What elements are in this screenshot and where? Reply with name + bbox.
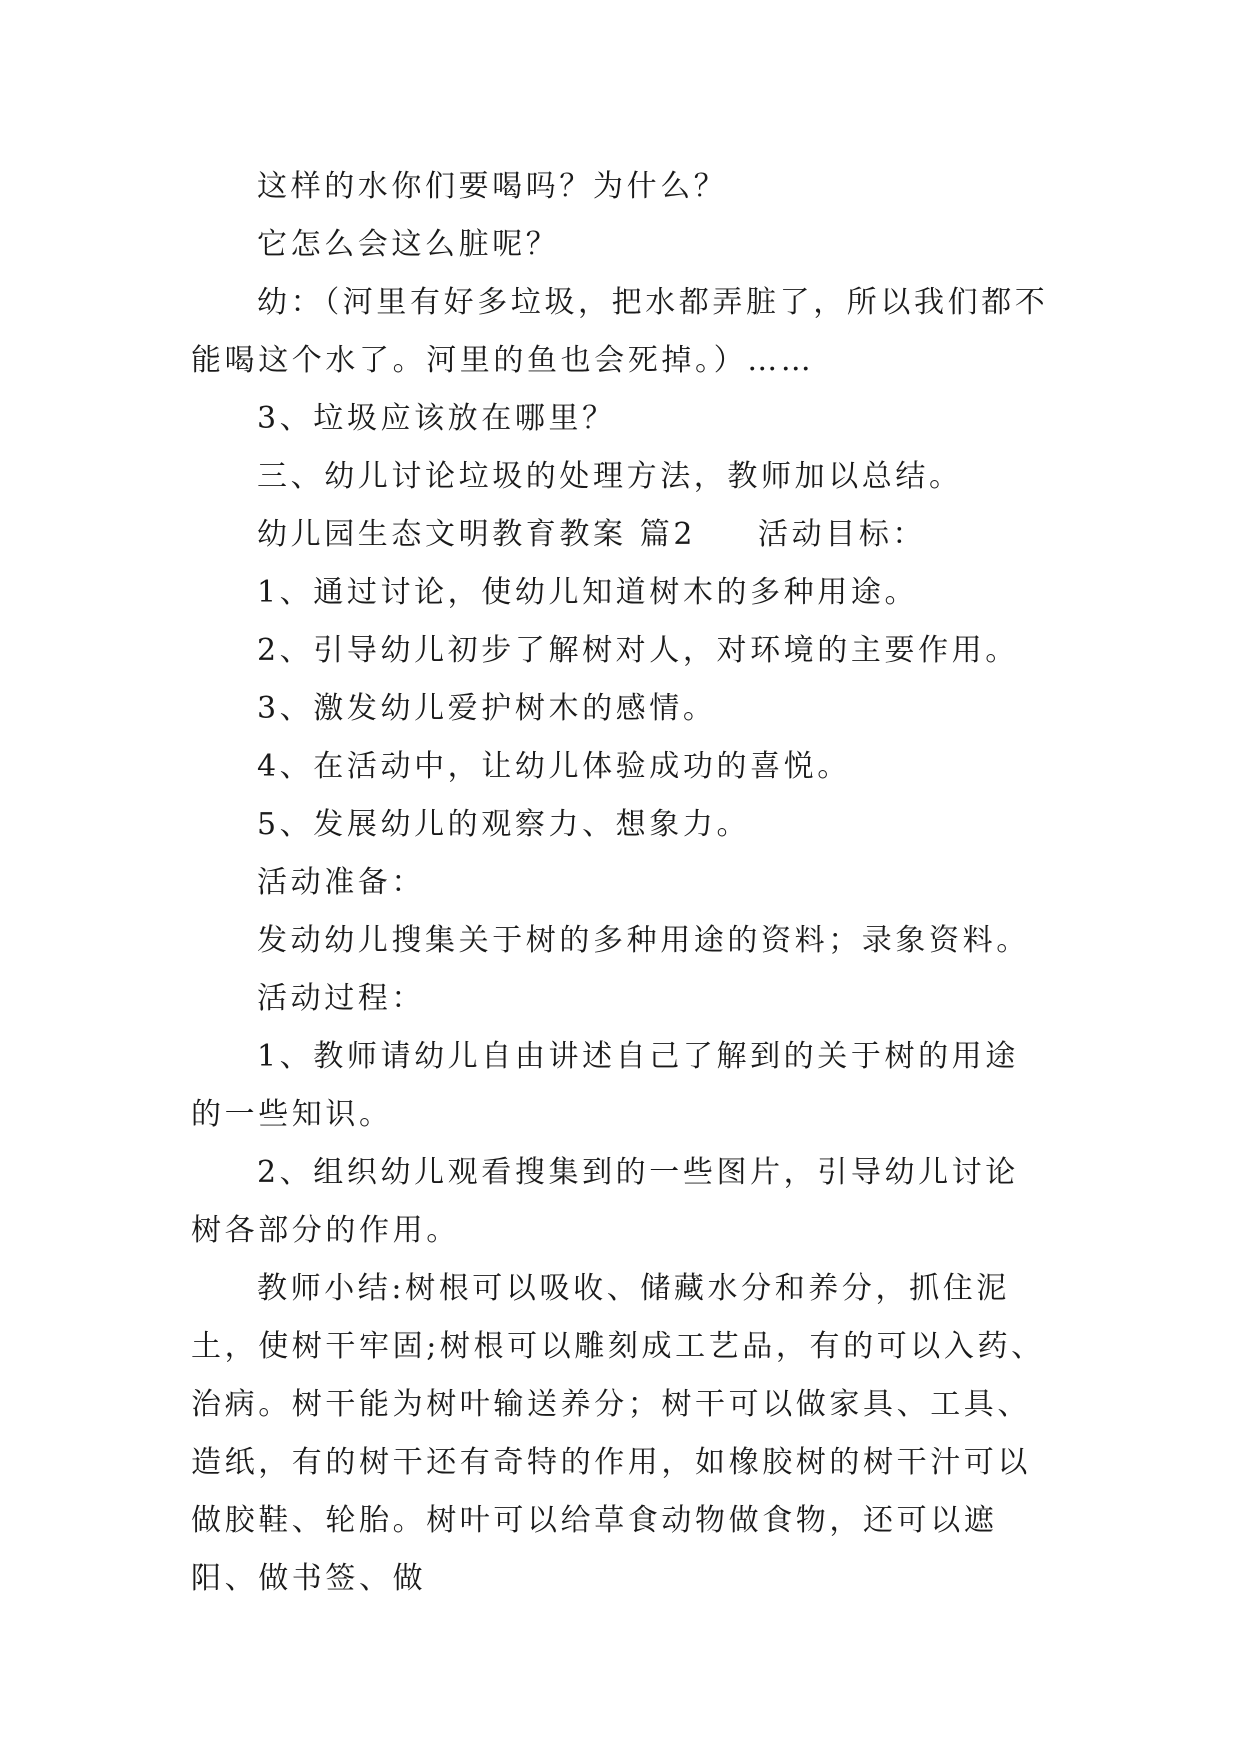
- paragraph: 3、激发幼儿爱护树木的感情。: [257, 691, 717, 726]
- paragraph: 3、垃圾应该放在哪里？: [257, 401, 616, 436]
- paragraph: 教师小结:树根可以吸收、储藏水分和养分，抓住泥土，使树干牢固;树根可以雕刻成工艺品，有的可以入药、治病。树干能为树叶输送养分；树干可以做家具、工具、造纸，有的树干还有奇特的作用，如橡胶树的树干汁可以做胶鞋、轮胎。树叶可以给草食动物做食物，还可以遮阳、做书签、做: [191, 1271, 1045, 1596]
- section-heading-line: [191, 506, 1051, 564]
- paragraph: 幼：（河里有好多垃圾，把水都弄脏了，所以我们都不能喝这个水了。河里的鱼也会死掉。）……: [191, 285, 1049, 378]
- section-title: 幼儿园生态文明教育教案 篇2: [257, 517, 697, 552]
- paragraph: 发动幼儿搜集关于树的多种用途的资料；录象资料。: [257, 923, 1030, 958]
- paragraph: 它怎么会这么脏呢？: [257, 227, 560, 262]
- paragraph: 1、教师请幼儿自由讲述自己了解到的关于树的用途的一些知识。: [191, 1039, 1019, 1132]
- paragraph: 2、组织幼儿观看搜集到的一些图片，引导幼儿讨论树各部分的作用。: [191, 1155, 1019, 1248]
- paragraph: 活动过程：: [257, 981, 425, 1016]
- paragraph: 这样的水你们要喝吗？为什么？: [257, 169, 728, 204]
- document-body: [191, 158, 1051, 1608]
- paragraph: 5、发展幼儿的观察力、想象力。: [257, 807, 751, 842]
- section-label: 活动目标：: [758, 517, 927, 552]
- paragraph: 4、在活动中，让幼儿体验成功的喜悦。: [257, 749, 851, 784]
- paragraph: 活动准备：: [257, 865, 425, 900]
- paragraph: 三、幼儿讨论垃圾的处理方法，教师加以总结。: [257, 459, 963, 494]
- paragraph: 1、通过讨论，使幼儿知道树木的多种用途。: [257, 575, 919, 610]
- paragraph: 2、引导幼儿初步了解树对人，对环境的主要作用。: [257, 633, 1019, 668]
